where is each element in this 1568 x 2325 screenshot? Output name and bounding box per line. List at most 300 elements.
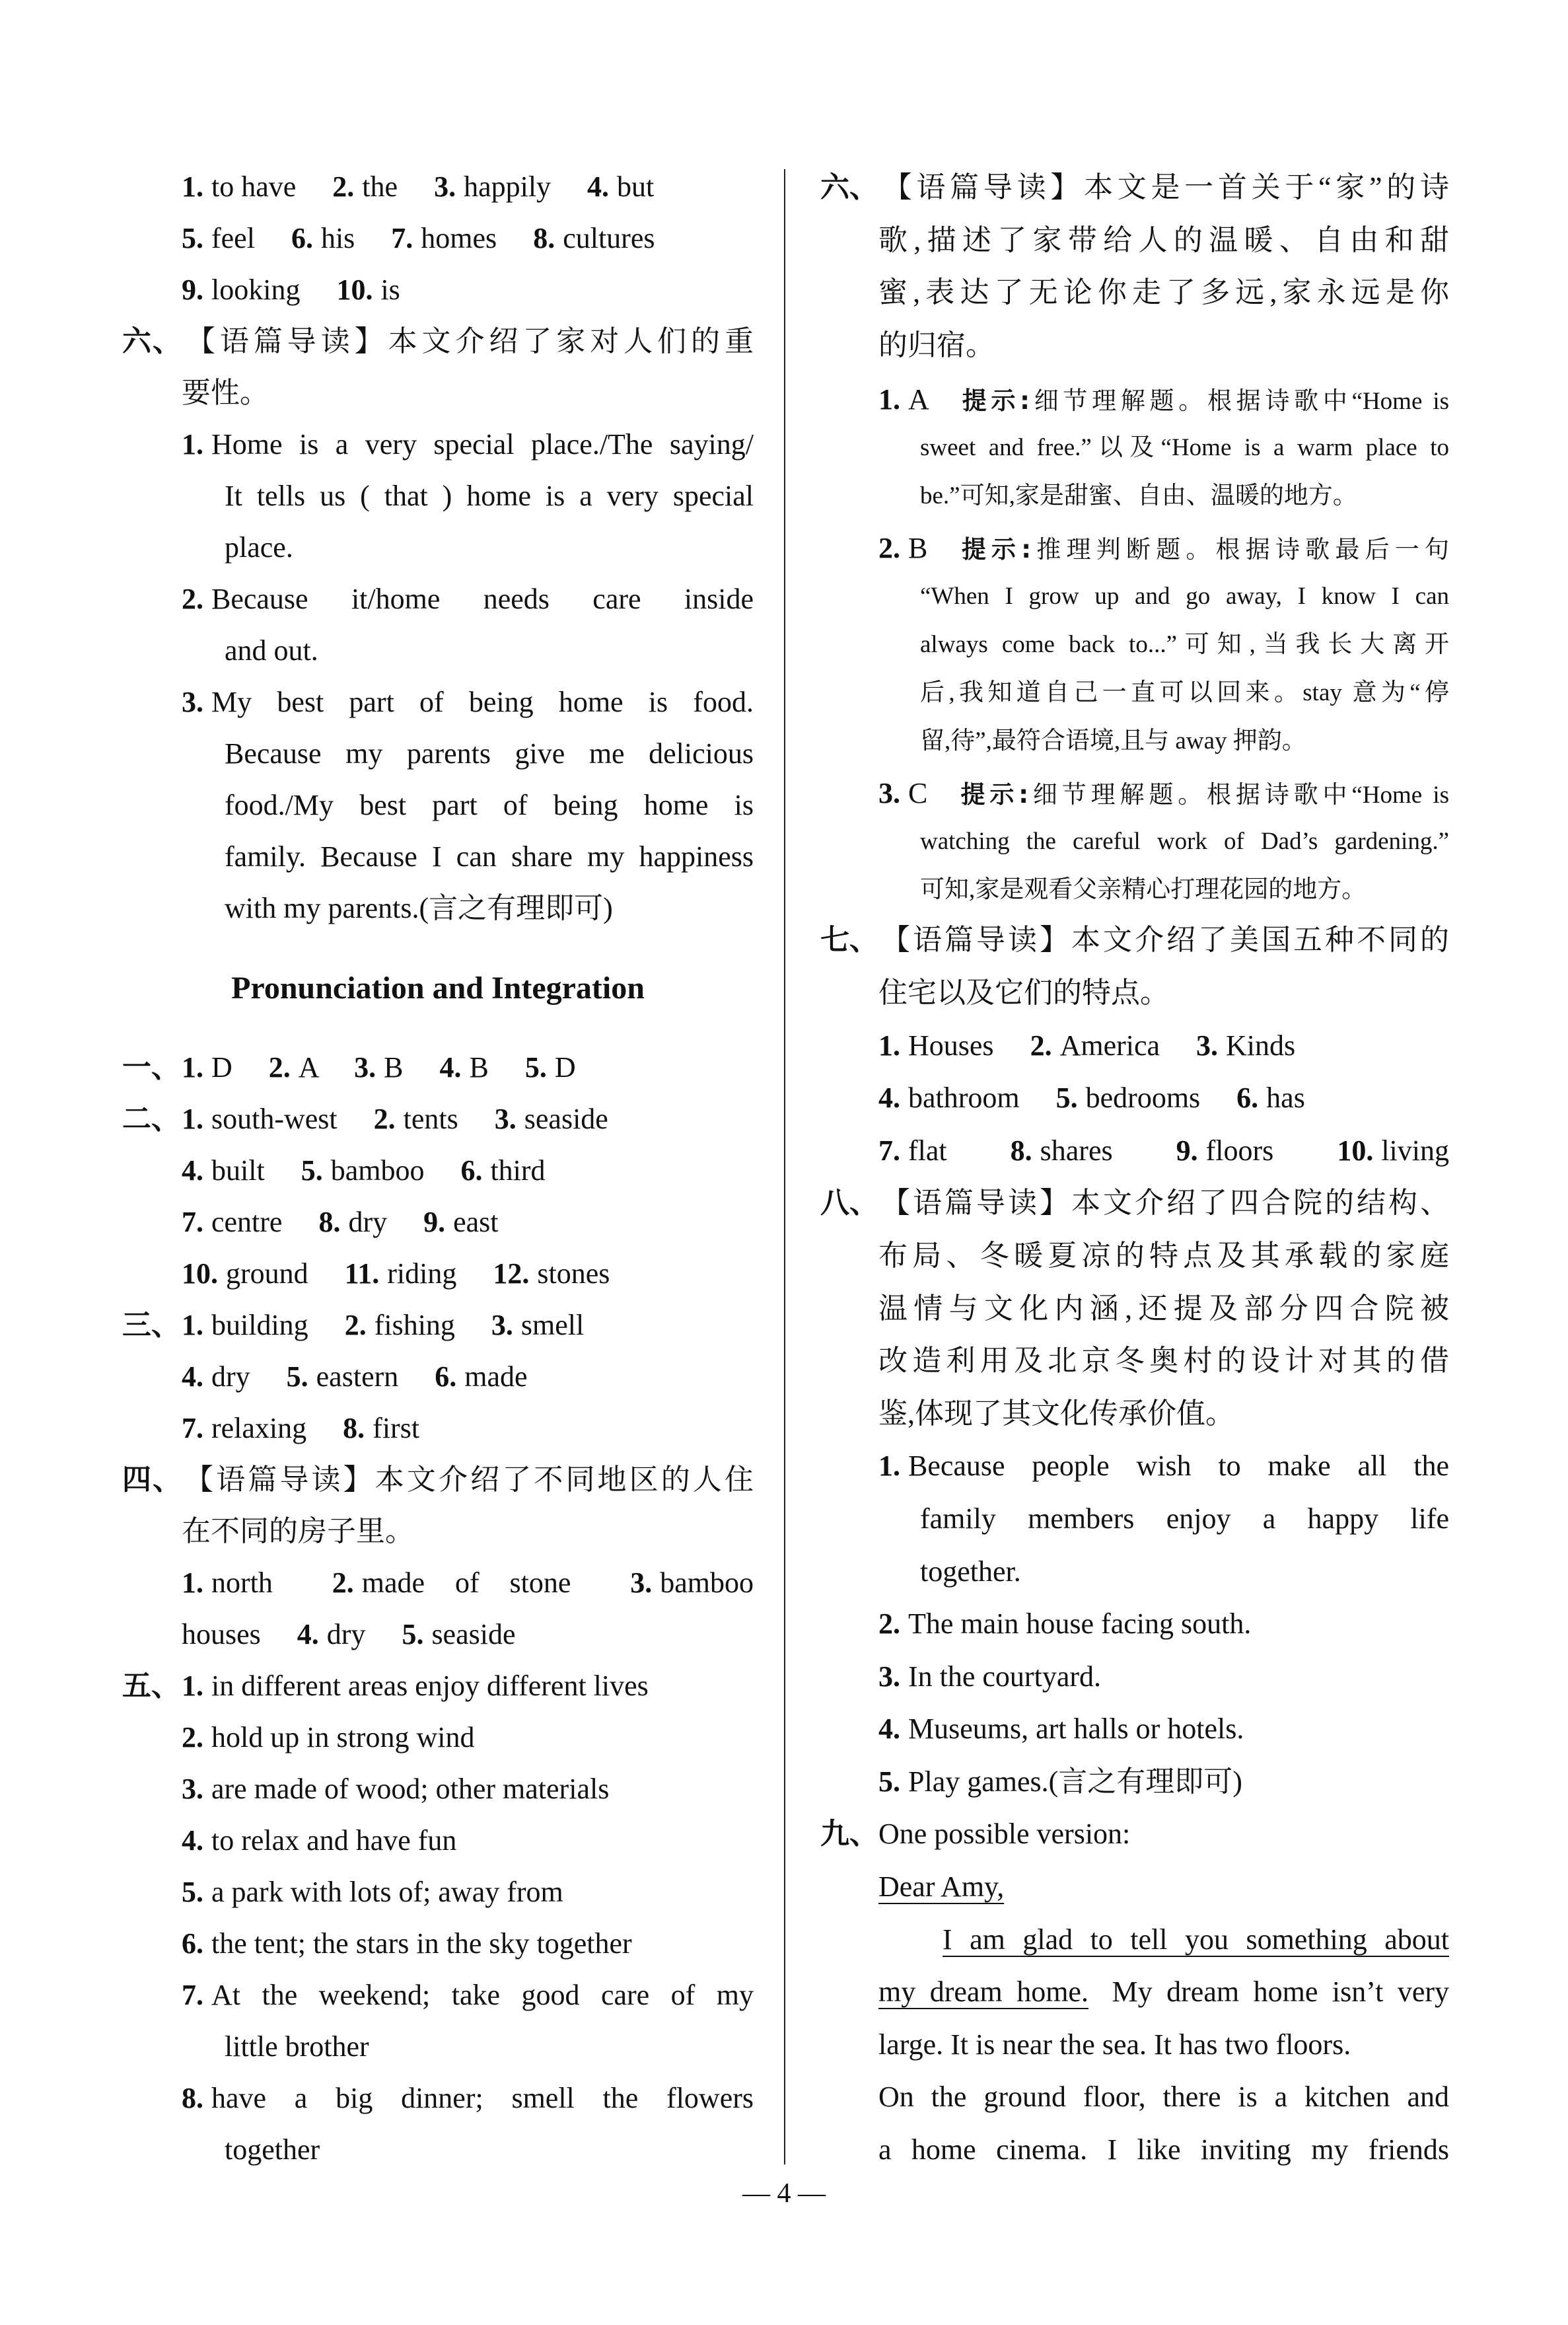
answer-item	[182, 1670, 649, 1702]
item-number: 1.	[182, 1309, 203, 1341]
item-number: 2.	[878, 1607, 900, 1641]
answer-item	[878, 1029, 994, 1062]
answer-item	[345, 1309, 455, 1341]
answer-item	[423, 1206, 498, 1238]
item-text: centre	[211, 1206, 283, 1238]
answer-item	[920, 679, 1449, 706]
answer-item	[878, 1292, 1449, 1325]
answer-item	[878, 1397, 1234, 1430]
answer-item	[920, 434, 1449, 461]
section-number: 九、	[820, 1818, 878, 1851]
item-text: bedrooms	[1085, 1082, 1201, 1115]
text-line	[820, 214, 1449, 267]
answer-item	[182, 1515, 414, 1547]
item-text: 后,我知道自己一直可以回来。stay 意为“停	[920, 679, 1449, 707]
answer-item	[630, 1567, 754, 1599]
answer-item	[332, 170, 398, 203]
item-number: 4.	[587, 170, 610, 203]
item-number: 4.	[878, 1713, 900, 1746]
answer-item	[1011, 1134, 1113, 1167]
text-line	[820, 1913, 1449, 1966]
text-line	[820, 1230, 1449, 1282]
item-text: shares	[1040, 1134, 1113, 1167]
hint-line	[820, 572, 1449, 620]
item-text: 温情与文化内涵,还提及部分四合院被	[878, 1292, 1449, 1325]
section-number: 三、	[122, 1309, 180, 1341]
answer-item	[182, 1979, 754, 2011]
item-text: 【语篇导读】本文介绍了四合院的结构、	[878, 1187, 1449, 1220]
item-text: family. Because I can share my happiness	[225, 840, 754, 873]
item-text: south-west	[211, 1103, 338, 1135]
answer-item	[182, 1927, 632, 1960]
item-text: stones	[537, 1257, 610, 1290]
text-line	[122, 1970, 754, 2021]
item-number: 3.	[494, 1103, 517, 1135]
item-text: and out.	[225, 634, 318, 667]
item-number: 2.	[182, 1721, 203, 1753]
item-text: have a big dinner; smell the flowers	[211, 2082, 754, 2114]
item-text: relaxing	[211, 1412, 307, 1444]
item-number: 7.	[182, 1206, 203, 1238]
item-text: ground	[226, 1257, 308, 1290]
item-number: 1.	[182, 1103, 203, 1135]
answer-item	[1176, 1134, 1274, 1167]
item-number: 7.	[182, 1979, 203, 2011]
item-number: 6.	[291, 222, 313, 254]
text-line	[122, 1557, 754, 1609]
item-text: 布局、冬暖夏凉的特点及其承载的家庭	[878, 1239, 1449, 1272]
text-line	[820, 319, 1449, 372]
item-text: houses	[182, 1618, 261, 1650]
item-text: eastern	[316, 1360, 399, 1393]
item-text: large. It is near the sea. It has two floors.	[878, 2028, 1351, 2061]
answer-item	[182, 222, 255, 254]
text-line	[122, 2021, 754, 2073]
item-number: 8.	[533, 222, 555, 254]
section-number: 四、	[122, 1463, 182, 1496]
text-line	[820, 1493, 1449, 1545]
item-text: bathroom	[908, 1082, 1020, 1115]
item-text: seaside	[524, 1103, 608, 1135]
item-number: 4.	[297, 1618, 319, 1650]
section-number: 五、	[122, 1670, 180, 1702]
text-line	[122, 1815, 754, 1866]
text-line	[122, 1145, 754, 1197]
item-text: 推理判断题。根据诗歌最后一句	[1031, 536, 1449, 564]
answer-item	[182, 583, 754, 615]
item-number: 2.	[878, 532, 900, 565]
text-line	[122, 419, 754, 470]
text-line	[122, 1093, 754, 1145]
answer-item	[391, 222, 497, 254]
answer-item	[493, 1257, 610, 1290]
item-text: Play games.(言之有理即可)	[908, 1765, 1242, 1798]
answer-item	[533, 222, 655, 254]
item-text: made of stone	[361, 1567, 571, 1599]
text-line	[122, 264, 754, 316]
item-number: 2.	[268, 1051, 291, 1084]
item-text: Home is a very special place./The saying/	[211, 428, 754, 461]
item-number: 2.	[344, 1309, 367, 1341]
text-line	[122, 625, 754, 677]
item-text: looking	[211, 274, 301, 306]
item-text: 蜜,表达了无论你走了多远,家永远是你	[878, 276, 1449, 309]
text-line	[122, 367, 754, 419]
item-number: 1.	[182, 1567, 203, 1599]
answer-item	[345, 1257, 457, 1290]
answer-item	[182, 1360, 250, 1393]
item-text: the	[362, 170, 398, 203]
answer-item	[182, 274, 300, 306]
item-number: 3.	[182, 686, 203, 718]
item-text: to have	[211, 170, 297, 203]
item-number: 5.	[301, 1154, 323, 1187]
item-text: fishing	[374, 1309, 455, 1341]
text-line	[122, 1763, 754, 1815]
text-line	[122, 470, 754, 522]
item-text: 细节理解题。根据诗歌中“Home is	[1029, 388, 1449, 416]
text-line	[122, 161, 754, 213]
answer-item	[291, 222, 355, 254]
item-text: On the ground floor, there is a kitchen and	[878, 2081, 1449, 2114]
text-line	[820, 1440, 1449, 1493]
answer-item	[878, 224, 1449, 256]
item-text: his	[320, 222, 355, 254]
item-text: 【语篇导读】本文介绍了美国五种不同的	[878, 924, 1449, 957]
answer-item	[182, 377, 269, 409]
item-text: always come back to...”可知,当我长大离开	[920, 631, 1449, 659]
text-line	[122, 1248, 754, 1300]
answer-item	[878, 977, 1169, 1009]
answer-item	[225, 737, 754, 770]
item-text: together.	[920, 1555, 1021, 1588]
item-number: 5.	[182, 222, 203, 254]
section-number: 六、	[820, 171, 878, 203]
answer-item	[460, 1154, 545, 1187]
item-number: 9.	[423, 1206, 446, 1238]
item-text: is	[380, 274, 400, 306]
answer-item	[878, 1818, 1130, 1850]
item-number: 5.	[182, 1876, 203, 1908]
answer-item	[920, 1502, 1449, 1535]
item-number: 1.	[182, 428, 203, 461]
answer-item	[495, 1103, 608, 1135]
item-text: family members enjoy a happy life	[920, 1502, 1449, 1535]
answer-item	[182, 1154, 265, 1187]
item-text: floors	[1205, 1134, 1274, 1167]
hint-label: 提示:	[961, 535, 1032, 564]
text-line	[820, 2123, 1449, 2176]
answer-item	[332, 1567, 571, 1599]
answer-item	[1056, 1082, 1201, 1114]
text-line	[122, 213, 754, 264]
answer-item	[878, 1450, 1449, 1482]
item-text: “When I grow up and go away, I know I can	[920, 583, 1449, 610]
item-number: 9.	[182, 274, 203, 306]
item-text: 【语篇导读】本文是一首关于“家”的诗	[878, 171, 1449, 203]
answer-item	[434, 170, 551, 203]
answer-item	[182, 1824, 456, 1857]
text-line	[122, 1918, 754, 1970]
item-text: At the weekend; take good care of my	[211, 1979, 754, 2011]
item-number: 3.	[491, 1309, 513, 1341]
text-line	[122, 883, 754, 934]
item-number: 5.	[1055, 1082, 1078, 1115]
answer-item	[525, 1051, 576, 1084]
item-number: 5.	[286, 1360, 308, 1393]
item-number: 6.	[460, 1154, 483, 1187]
item-text: 的归宿。	[878, 328, 995, 361]
text-line	[122, 573, 754, 625]
item-text: B	[469, 1051, 489, 1084]
answer-item	[1196, 1029, 1295, 1062]
item-number: 10.	[336, 274, 373, 306]
answer-item	[182, 1257, 308, 1290]
left-column	[122, 161, 754, 2176]
answer-item	[878, 1975, 1088, 2008]
item-text: Because it/home needs care inside	[211, 583, 754, 615]
item-text: little brother	[225, 2030, 369, 2063]
answer-item	[878, 777, 928, 810]
hint-line	[820, 866, 1449, 914]
item-number: 6.	[1236, 1082, 1259, 1115]
item-number: 2.	[332, 1567, 354, 1599]
answer-item	[878, 1239, 1449, 1272]
answer-item	[878, 1765, 1242, 1798]
item-number: 7.	[182, 1412, 203, 1444]
item-text: watching the careful work of Dad’s gardening.”	[920, 828, 1449, 856]
answer-item	[1236, 1082, 1305, 1114]
item-number: 3.	[1196, 1029, 1219, 1062]
item-number: 4.	[878, 1082, 900, 1115]
item-text: cultures	[563, 222, 655, 254]
answer-choice: C	[908, 777, 928, 810]
answer-item	[182, 2082, 754, 2114]
item-text: first	[373, 1412, 420, 1444]
item-text: 鉴,体现了其文化传承价值。	[878, 1397, 1234, 1430]
answer-item	[878, 1134, 947, 1167]
text-line	[820, 1808, 1449, 1861]
item-number: 10.	[182, 1257, 218, 1290]
item-text: homes	[421, 222, 497, 254]
item-number: 10.	[1337, 1134, 1374, 1167]
item-number: 1.	[182, 1670, 203, 1702]
item-number: 11.	[344, 1257, 380, 1290]
item-number: 5.	[524, 1051, 547, 1084]
item-number: 3.	[878, 777, 900, 810]
item-text: It tells us ( that ) home is a very special	[225, 480, 754, 512]
item-text: tents	[403, 1103, 458, 1135]
item-text: 细节理解题。根据诗歌中“Home is	[1028, 782, 1449, 809]
item-text: Museums, art halls or hotels.	[908, 1713, 1244, 1746]
item-text: dry	[211, 1360, 250, 1393]
answer-item	[878, 924, 1449, 956]
item-number: 1.	[878, 383, 900, 416]
answer-item	[182, 325, 754, 357]
item-number: 5.	[402, 1618, 424, 1650]
section-number: 二、	[122, 1103, 180, 1135]
item-text: my dream home.	[878, 1975, 1088, 2009]
answer-item	[878, 1660, 1101, 1693]
item-text: D	[211, 1051, 232, 1084]
answer-item	[960, 782, 1449, 809]
text-line	[820, 967, 1449, 1019]
item-number: 6.	[435, 1360, 457, 1393]
page-number: — 4 —	[742, 2178, 826, 2209]
answer-item	[301, 1154, 425, 1187]
answer-item	[920, 1555, 1021, 1588]
item-text: 改造利用及北京冬奥村的设计对其的借	[878, 1345, 1449, 1378]
item-number: 1.	[878, 1029, 900, 1062]
answer-item	[878, 329, 995, 361]
item-text: happily	[464, 170, 552, 203]
item-number: 2.	[332, 170, 355, 203]
answer-item	[878, 2081, 1449, 2113]
text-line	[820, 266, 1449, 319]
answer-item	[297, 1618, 366, 1650]
answer-item	[182, 1463, 754, 1496]
item-text: D	[554, 1051, 576, 1084]
hint-label: 提示:	[962, 387, 1030, 416]
item-text: Kinds	[1226, 1029, 1296, 1062]
item-text: third	[490, 1154, 546, 1187]
item-text: place.	[225, 531, 293, 564]
item-text: are made of wood; other materials	[211, 1773, 610, 1805]
answer-item	[878, 1870, 1004, 1903]
answer-item	[343, 1412, 419, 1444]
answer-item	[182, 1309, 308, 1341]
text-line	[122, 522, 754, 573]
hint-label: 提示:	[960, 780, 1029, 809]
item-text: 【语篇导读】本文介绍了家对人们的重	[182, 325, 754, 357]
item-text: bamboo	[330, 1154, 425, 1187]
item-text: flat	[908, 1134, 947, 1167]
item-text: Because my parents give me delicious	[225, 737, 754, 770]
text-line	[820, 1282, 1449, 1335]
answer-item	[878, 171, 1449, 203]
item-number: 7.	[878, 1134, 900, 1167]
item-text: My best part of being home is food.	[211, 686, 754, 718]
answer-item	[920, 876, 1366, 903]
item-number: 4.	[182, 1360, 203, 1393]
item-text: In the courtyard.	[908, 1660, 1101, 1693]
hint-line	[820, 669, 1449, 717]
answer-item	[225, 531, 293, 564]
item-text: but	[617, 170, 655, 203]
item-text: north	[211, 1567, 273, 1599]
text-line	[122, 1197, 754, 1248]
text-line	[122, 1712, 754, 1763]
text-line	[122, 2124, 754, 2176]
answer-item	[182, 1051, 232, 1084]
section-heading: Pronunciation and Integration	[231, 971, 645, 1006]
answer-item	[225, 2030, 369, 2063]
item-number: 7.	[391, 222, 413, 254]
text-line	[820, 1335, 1449, 1387]
item-number: 8.	[318, 1206, 341, 1238]
item-text: smell	[520, 1309, 585, 1341]
item-text: 在不同的房子里。	[182, 1515, 414, 1547]
column-divider	[784, 169, 785, 2164]
item-text: east	[453, 1206, 499, 1238]
text-line	[820, 161, 1449, 214]
hint-line	[820, 769, 1449, 817]
item-text: bamboo	[660, 1567, 754, 1599]
item-text: 留,待”,最符合语境,且与 away 押韵。	[920, 727, 1306, 755]
answer-item	[269, 1051, 318, 1084]
answer-item	[1112, 1975, 1450, 2008]
answer-item	[1337, 1134, 1449, 1167]
answer-item	[920, 828, 1449, 855]
hint-line	[820, 472, 1449, 520]
text-line	[820, 1861, 1449, 1913]
item-text: together	[225, 2133, 320, 2166]
answer-item	[182, 1412, 306, 1444]
item-text: the tent; the stars in the sky together	[211, 1927, 632, 1960]
answer-item	[336, 274, 400, 306]
answer-item	[962, 388, 1449, 415]
text-line	[820, 1545, 1449, 1598]
text-line	[122, 1042, 754, 1093]
hint-line	[820, 717, 1449, 765]
answer-choice: B	[908, 532, 928, 565]
answer-item	[374, 1103, 458, 1135]
answer-item	[182, 1103, 338, 1135]
item-number: 3.	[878, 1660, 900, 1693]
answer-item	[182, 170, 296, 203]
text-line	[820, 1177, 1449, 1230]
answer-item	[435, 1360, 527, 1393]
text-line	[820, 2071, 1449, 2123]
section-number: 七、	[820, 924, 878, 957]
item-text: The main house facing south.	[908, 1607, 1252, 1641]
item-number: 3.	[354, 1051, 376, 1084]
item-text: hold up in strong wind	[211, 1721, 475, 1753]
item-text: be.”可知,家是甜蜜、自由、温暖的地方。	[920, 482, 1357, 510]
item-number: 3.	[434, 170, 456, 203]
answer-item	[182, 428, 754, 461]
answer-item	[920, 583, 1449, 610]
answer-item	[878, 383, 929, 416]
item-text: a park with lots of; away from	[211, 1876, 563, 1908]
right-column	[820, 161, 1449, 2176]
answer-item	[182, 1206, 282, 1238]
answer-item	[878, 1187, 1449, 1219]
item-text: food./My best part of being home is	[225, 789, 754, 821]
answer-item	[878, 2028, 1351, 2061]
answer-item	[225, 789, 754, 821]
answer-item	[182, 686, 754, 718]
answer-item	[182, 1618, 261, 1650]
text-line	[122, 728, 754, 780]
section-number: 八、	[820, 1187, 878, 1220]
item-number: 2.	[373, 1103, 396, 1135]
hint-line	[820, 524, 1449, 572]
answer-item	[182, 1876, 563, 1908]
item-text: One possible version:	[878, 1818, 1131, 1851]
item-text: feel	[211, 222, 255, 254]
answer-item	[225, 892, 613, 924]
item-text: 歌,描述了家带给人的温暖、自由和甜	[878, 223, 1449, 256]
text-line	[820, 1650, 1449, 1703]
item-text: dry	[326, 1618, 366, 1650]
text-line	[820, 1598, 1449, 1650]
item-number: 6.	[182, 1927, 203, 1960]
item-number: 8.	[343, 1412, 365, 1444]
text-line	[122, 1454, 754, 1506]
item-number: 4.	[182, 1154, 203, 1187]
answer-item	[225, 840, 754, 873]
